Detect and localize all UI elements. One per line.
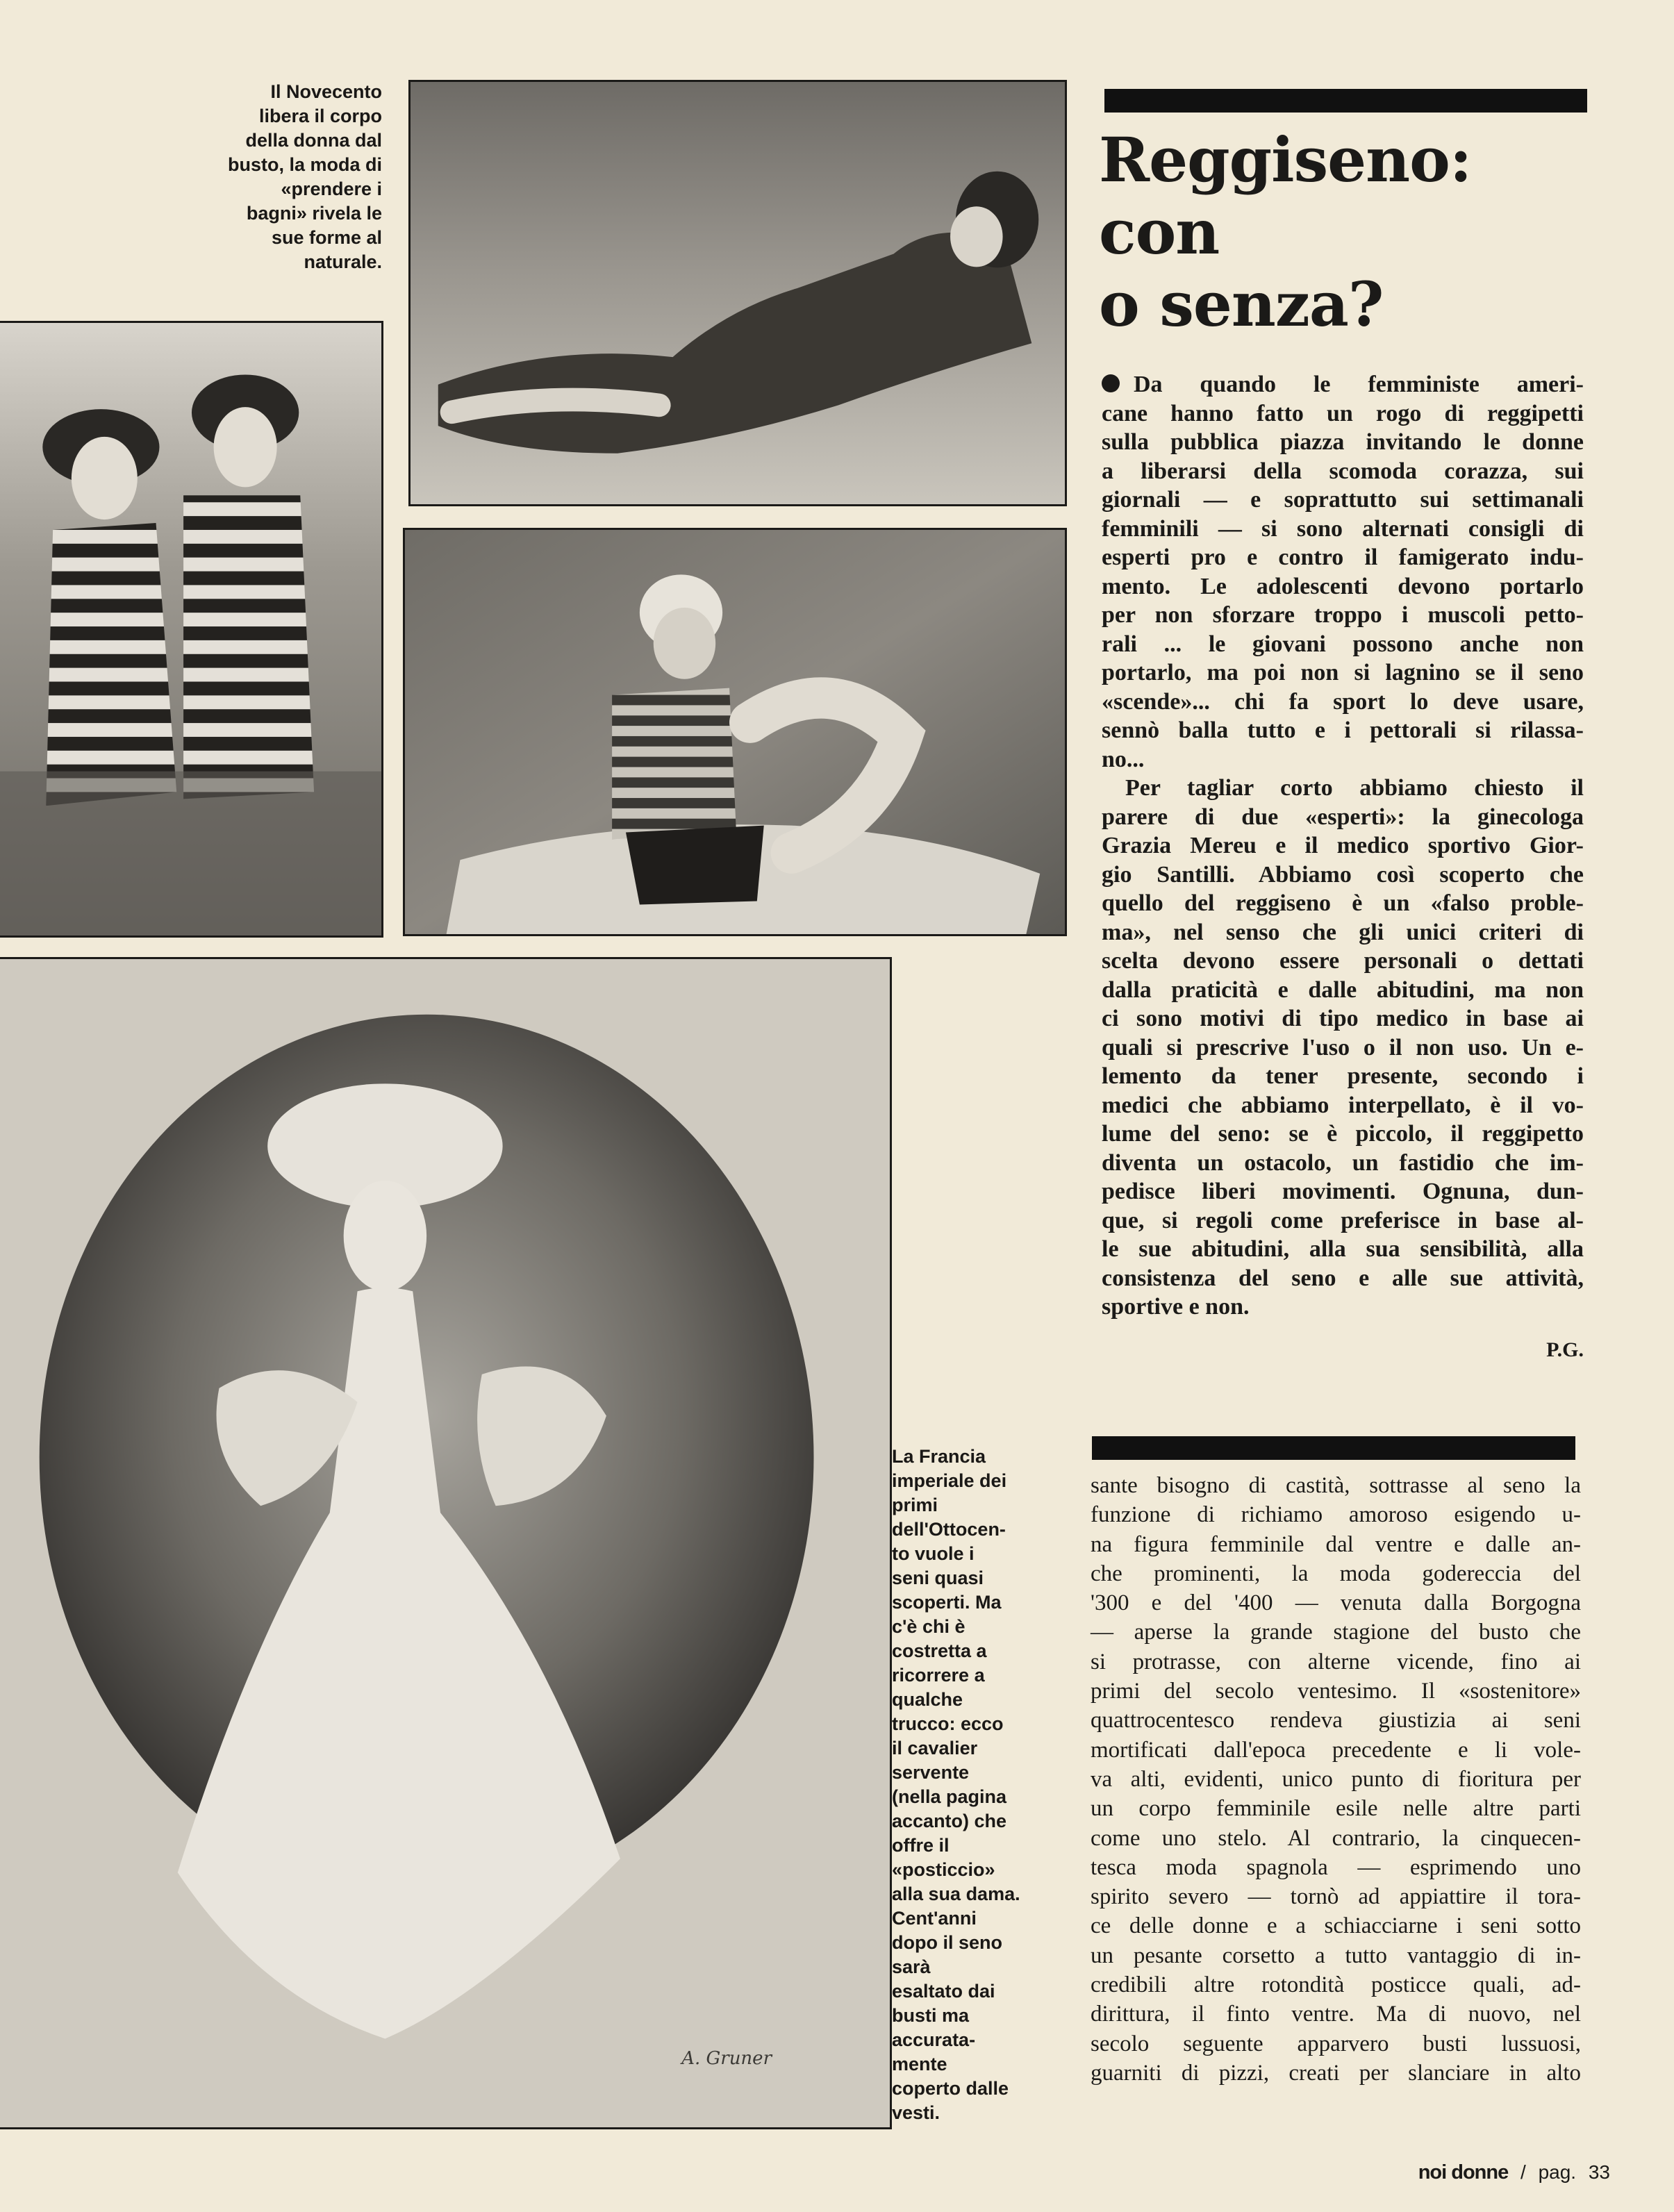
headline [1099,124,1585,340]
photo-two-women-striped [0,321,383,938]
caption-novecento [208,80,382,274]
caption-line: busti ma [892,2005,970,2026]
caption-line: libera il corpo [258,106,382,126]
article-line: gio Santilli. Abbiamo così scoperto che [1102,861,1584,888]
article-line: no... [1102,746,1145,772]
caption-line: naturale. [304,251,382,272]
continuation-line: na figura femminile dal ventre e dalle an- [1091,1531,1581,1557]
caption-line: to vuole i [892,1543,975,1564]
caption-line: imperiale dei [892,1470,1007,1491]
article-line: Per tagliar corto abbiamo chiesto il [1125,775,1584,801]
headline-line: o senza? [1099,268,1384,340]
article-line: scelta devono essere personali o dettati [1102,948,1584,974]
caption-line: «posticcio» [892,1859,995,1880]
caption-line: trucco: ecco [892,1713,1004,1734]
caption-line: seni quasi [892,1567,984,1588]
caption-line: offre il [892,1835,950,1856]
article-line: mento. Le adolescenti devono portarlo [1102,573,1584,599]
article-line: femminili — si sono alternati consigli di [1102,515,1584,542]
continuation-line: '300 e del '400 — venuta dalla Borgogna [1091,1590,1581,1616]
caption-line: della donna dal [245,130,382,151]
continuation-line: secolo seguente apparvero busti lussuosi, [1091,2031,1581,2056]
article-line: lume del seno: se è piccolo, il reggipetto [1102,1121,1584,1147]
caption-line: ricorrere a [892,1665,985,1686]
article-line: «scende»... chi fa sport lo deve usare, [1102,688,1584,715]
article-line: sennò balla tutto e i pettorali si rilassa- [1102,717,1584,743]
illustration-signature: A. Gruner [681,2048,772,2069]
caption-line: il cavalier [892,1738,978,1758]
caption-line: qualche [892,1689,963,1710]
article-line: le sue abitudini, alla sua sensibilità, alla [1102,1236,1584,1262]
continuation-line: ce delle donne e a schiacciarne i seni sotto [1091,1913,1581,1939]
continuation-line: funzione di richiamo amoroso esigendo u- [1091,1502,1581,1528]
caption-line: servente [892,1762,970,1783]
article-line: dalla praticità e dalle abitudini, ma non [1102,976,1584,1003]
continuation-line: — aperse la grande stagione del busto che [1091,1620,1581,1645]
article-line [1102,370,1584,399]
caption-line: (nella pagina [892,1786,1007,1807]
caption-line: sarà [892,1956,931,1977]
article-signature: P.G. [1546,1338,1584,1361]
article-line-text: Da quando le femministe ameri- [1134,372,1584,397]
article-line: quali si prescrive l'uso o il non uso. Un e- [1102,1034,1584,1061]
caption-line: alla sua dama. [892,1883,1020,1904]
page-footer [1418,2161,1610,2184]
caption-line: scoperti. Ma [892,1592,1002,1613]
caption-line: dopo il seno [892,1932,1002,1953]
article-line: consistenza del seno e alle sue attività, [1102,1265,1584,1291]
caption-line: vesti. [892,2102,940,2123]
article-line: pedisce liberi movimenti. Ognuna, dun- [1102,1179,1584,1204]
caption-line: La Francia [892,1446,986,1467]
article-line: sportive e non. [1102,1294,1250,1320]
article-line: sulla pubblica piazza invitando le donne [1102,429,1584,455]
caption-line: busto, la moda di [227,154,382,175]
continuation-line: un corpo femminile esile nelle altre parti [1091,1796,1581,1822]
continuation-line: si protrasse, con alterne vicende, fino ai [1091,1649,1581,1674]
caption-line: bagni» rivela le [246,203,382,224]
continuation-line: mortificati dall'epoca precedente e li vole- [1091,1737,1581,1763]
caption-line: dell'Ottocen- [892,1519,1006,1540]
caption-line: Cent'anni [892,1908,977,1929]
article-line: que, si regoli come preferisce in base al- [1102,1207,1584,1233]
caption-line: sue forme al [271,227,382,248]
caption-line: esaltato dai [892,1981,995,2002]
article-line: esperti pro e contro il famigerato indu- [1102,544,1584,570]
continuation-line: va alti, evidenti, unico punto di fioritura per [1091,1766,1581,1792]
caption-line: coperto dalle [892,2078,1009,2099]
article-continuation [1091,1471,1581,2088]
article-line: diventa un ostacolo, un fastidio che im- [1102,1149,1584,1176]
continuation-line: un pesante corsetto a tutto vantaggio di in- [1091,1943,1581,1968]
caption-francia [892,1445,1072,2125]
article-line: per non sforzare troppo i muscoli petto- [1102,602,1584,628]
article-line: giornali — e soprattutto sui settimanali [1102,487,1584,513]
continuation-line: dirittura, il finto ventre. Ma di nuovo, nel [1091,2002,1581,2027]
photo-woman-seated-cap [403,528,1067,936]
article-line: parere di due «esperti»: la ginecologa [1102,804,1584,830]
article-line: medici che abbiamo interpellato, è il vo- [1102,1092,1584,1118]
photo-woman-reclining [408,80,1067,506]
continuation-line: come uno stelo. Al contrario, la cinquecen- [1091,1825,1581,1851]
bullet-icon [1102,374,1120,392]
continuation-line: che prominenti, la moda godereccia del [1091,1561,1581,1586]
article-line: lemento da tener presente, secondo i [1102,1063,1584,1089]
article-line: quello del reggiseno è un «falso proble- [1102,890,1584,916]
illustration-belle-epoque-lady [0,957,892,2129]
article-line: cane hanno fatto un rogo di reggipetti [1102,400,1584,426]
article-line: rali ... le giovani possono anche non [1102,631,1584,657]
article-line: portarlo, ma poi non si lagnino se il seno [1102,660,1584,685]
article-line: ma», nel senso che gli unici criteri di [1102,919,1584,945]
article-line: Grazia Mereu e il medico sportivo Gior- [1102,833,1584,858]
article-line: a liberarsi della scomoda corazza, sui [1102,458,1584,484]
headline-top-rule [1104,89,1587,113]
continuation-line: tesca moda spagnola — esprimendo uno [1091,1854,1581,1880]
continuation-line: credibili altre rotondità posticce quali, ad- [1091,1972,1581,1998]
continuation-line: sante bisogno di castità, sottrasse al seno la [1091,1473,1581,1498]
continuation-line: guarniti di pizzi, creati per slanciare in alto [1091,2060,1581,2086]
page-number: 33 [1588,2161,1610,2183]
caption-line: costretta a [892,1640,987,1661]
headline-line: Reggiseno: [1099,124,1472,196]
continuation-line: primi del secolo ventesimo. Il «sostenitore» [1091,1679,1581,1704]
headline-line: con [1099,196,1220,268]
article-line: ci sono motivi di tipo medico in base ai [1102,1006,1584,1031]
caption-line: mente [892,2054,947,2074]
continuation-line: spirito severo — tornò ad appiattire il tora- [1091,1884,1581,1910]
caption-line: Il Novecento [270,81,382,102]
caption-line: c'è chi è [892,1616,966,1637]
caption-line: accanto) che [892,1811,1007,1831]
footer-page-label: pag. [1538,2161,1577,2183]
magazine-brand: noi donne [1418,2161,1509,2184]
caption-line: accurata- [892,2029,976,2050]
footer-separator: / [1520,2161,1526,2183]
continuation-top-rule [1092,1436,1575,1460]
continuation-line: quattrocentesco rendeva giustizia ai seni [1091,1708,1581,1733]
caption-line: primi [892,1495,938,1515]
caption-line: «prendere i [281,178,382,199]
article-lead [1102,370,1584,1364]
